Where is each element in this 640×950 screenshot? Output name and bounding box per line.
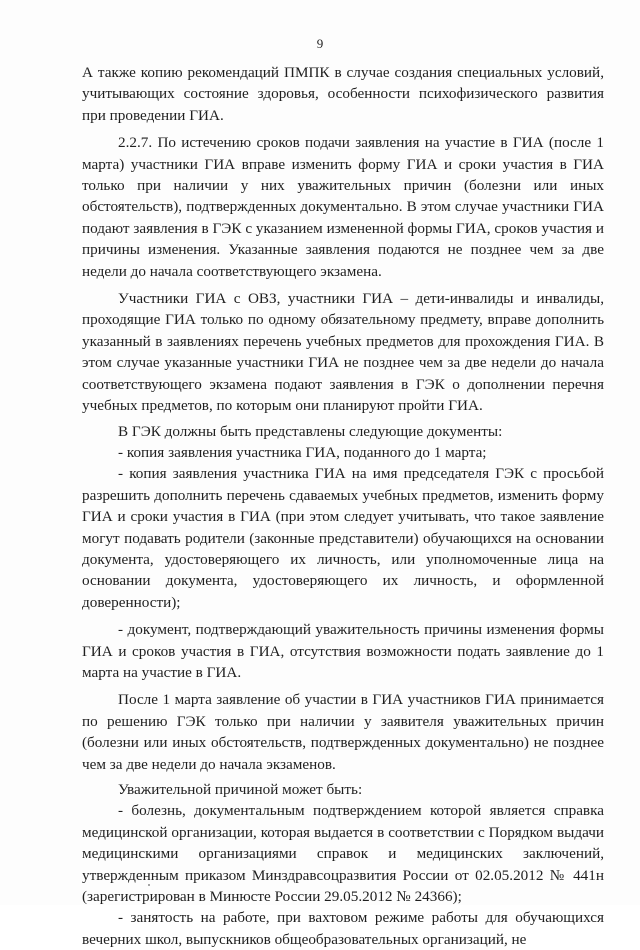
page-number: 9 bbox=[316, 36, 324, 51]
paragraph-after-march-1: После 1 марта заявление об участии в ГИА участников ГИА принимается по решению ГЭК только при наличии у заявителя уважительных причин (болезни или иных обстоятельств, подтвержденных документально) не позднее чем за две недели до начала экзаменов. bbox=[82, 691, 604, 773]
list-item-illness: - болезнь, документальным подтверждением которой является справка медицинской организации, которая выдается в соответствии с Порядком выдачи медицинскими организациями справок и медицинских заключений, утвержденным приказом Минздравсоцразвития России от 02.05.2012 № 441н (зарегистрирован в Минюсте России 29.05.2012 № 24366); bbox=[82, 802, 604, 906]
list-item-chairman-application: - копия заявления участника ГИА на имя председателя ГЭК с просьбой разрешить дополнить перечень сдаваемых учебных предметов, изменить форму ГИА и сроки участия в ГИА (при этом следует учитывать, что такое заявление могут подавать родители (законные представители) обучающихся на основании документа, удостоверяющего их личность, или уполномоченные лица на основании документа, удостоверяющего их личность, и оформленной доверенности); bbox=[82, 465, 604, 611]
scan-speck bbox=[148, 884, 150, 886]
list-item-supporting-document: - документ, подтверждающий уважительность причины изменения формы ГИА и сроков участия в ГИА, отсутствия возможности подать заявление до 1 марта на участие в ГИА. bbox=[82, 621, 604, 681]
paragraph-valid-reasons-heading: Уважительной причиной может быть: bbox=[118, 781, 363, 798]
paragraph-documents-heading: В ГЭК должны быть представлены следующие документы: bbox=[118, 422, 503, 440]
paragraph-pmpk-copy: А также копию рекомендаций ПМПК в случае создания специальных условий, учитывающих состояние здоровья, особенности психофизического развития при проведении ГИА. bbox=[82, 64, 604, 124]
list-item-application-copy: - копия заявления участника ГИА, поданного до 1 марта; bbox=[118, 443, 487, 461]
list-item-work-employment: - занятость на работе, при вахтовом режиме работы для обучающихся вечерних школ, выпускников общеобразовательных организаций, не bbox=[82, 909, 604, 948]
document-body bbox=[82, 62, 604, 950]
paragraph-2-2-7: 2.2.7. По истечению сроков подачи заявления на участие в ГИА (после 1 марта) участники ГИА вправе изменить форму ГИА и сроки участия в ГИА только при наличии у них уважительных причин (болезни или иных обстоятельств), подтвержденных документально. В этом случае участники ГИА подают заявления в ГЭК с указанием измененной формы ГИА, сроков участия и причины изменения. Указанные заявления подаются не позднее чем за две недели до начала соответствующего экзамена. bbox=[82, 134, 604, 280]
paragraph-ovz-participants: Участники ГИА с ОВЗ, участники ГИА – дети-инвалиды и инвалиды, проходящие ГИА только по одному обязательному предмету, вправе дополнить указанный в заявлениях перечень учебных предметов для прохождения ГИА. В этом случае указанные участники ГИА не позднее чем за две недели до начала соответствующего экзамена подают заявления в ГЭК о дополнении перечня учебных предметов, по которым они планируют пройти ГИА. bbox=[82, 290, 604, 415]
